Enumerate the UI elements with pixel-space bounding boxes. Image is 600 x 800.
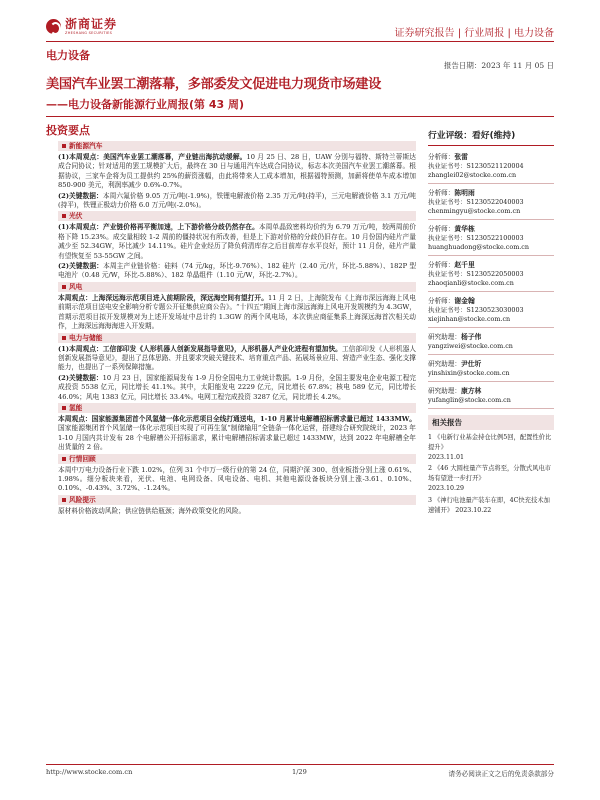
related-reports-head: 相关报告 — [428, 415, 554, 430]
square-bullet-icon — [62, 498, 66, 502]
assistant-card: 研究助理：杨子伟 yangziwei@stocke.com.cn — [428, 331, 554, 355]
section-head-grid: 电力与储能 — [58, 333, 416, 343]
market-paragraph-1: 本周中万电力设备行业下跌 1.02%，位列 31 个申万一级行业的第 24 位，同期沪深 300、创业板指分别上涨 0.61%、1.98%。细分板块来看，光伏、电池、电网设备、风电设备、电机、其他电源设备板块分别上涨-3.61、0.10%、0.10%、-0.43%、3.72%、-1.24%。 — [58, 465, 416, 493]
h2-paragraph-1: 本周观点：国家能源集团首个风氢储一体化示范项目全线打通送电，1-10 月累计电解槽招标需求量已超过 1433MW。国家能源集团首个风氢储一体化示范项目实现了可再生氢“制储输用”全链条一体化运营，搭建综合研究院统计，2023 年 1-10 月国内共计发布 28 个电解槽公开招标需求，累计电解槽招标需求量已超过 1433MW，达到 2022 年电解槽全年出货量的 2 倍。 — [58, 414, 416, 452]
assistant-card: 研究助理：尹仕圻 yinshixin@stocke.com.cn — [428, 358, 554, 382]
section-head-nev: 新能源汽车 — [58, 141, 416, 151]
industry-rating: 行业评级：看好(维持) — [428, 128, 554, 146]
main-content — [58, 140, 416, 517]
logo-cn: 浙商证券 — [65, 17, 118, 31]
grid-paragraph-2: (2)关键数据：10 月 23 日，国家能源局发布 1-9 月份全国电力工业统计数据。1-9 月份，全国主要发电企业电源工程完成投资 5538 亿元，同比增长 41.1%。其中，太阳能发电 2229 亿元，同比增长 67.8%；核电 589 亿元，同比增长 46.0%；风电 1383 亿元，同比增长 33.4%。电网工程完成投资 3287 亿元，同比增长 4.2%。 — [58, 373, 416, 401]
pv-paragraph-2: (2)关键数据：本周主产业链价格：硅料（74 元/kg，环比-9.76%）、182 硅片（2.40 元/片，环比-5.88%）、182P 型电池片（0.48 元/W，环比-5.88%）、182 单晶组件（1.10 元/W，环比-2.7%）。 — [58, 262, 417, 280]
nev-paragraph-2: (2)关键数据：本周六氟价格 9.05 万元/吨(-1.9%)，铁锂电解液价格 2.35 万元/吨(持平)，三元电解液价格 3.1 万元/吨(持平)，铁锂正极动力价格 6.0 万元/吨(-2.0%)。 — [58, 191, 416, 210]
square-bullet-icon — [62, 336, 66, 340]
related-report-item[interactable]: 3 《神行电池量产装车在即，4C快充技术加速铺开》 2023.10.22 — [428, 496, 550, 514]
square-bullet-icon — [62, 457, 66, 461]
nev-paragraph-1: (1)本周观点：美国汽车业罢工潮落幕，产业链出海抗动缓解。10 月 25 日、28 日，UAW 分别与福特、斯特兰蒂斯达成合同协议；针对适用的罢工规模扩大后，最终在 30 日与通用汽车达成合同协议，标志本次美国汽车业罢工潮落幕。根据协议，三家车企将为员工提供约 25%的薪资涨幅，由此将带来人工成本增加，根据福特预测，加薪将使单车成本增加 850-900 美元，利润率减少 0.6%-0.7%。 — [58, 153, 416, 190]
related-report-item[interactable]: 2 《46 大圆柱量产节点将至，分散式风电市场有望进一步打开》 2023.10.29 — [428, 465, 552, 492]
sidebar — [428, 128, 554, 517]
analyst-email[interactable]: huanghuadong@stocke.com.cn — [428, 243, 529, 251]
analyst-card: 分析师：谢金翰 执业证书号：S1230523030003 xiejinhan@stocke.com.cn — [428, 295, 554, 328]
analyst-email[interactable]: chenmingyu@stocke.com.cn — [428, 207, 521, 215]
square-bullet-icon — [62, 214, 66, 218]
company-logo — [46, 18, 117, 35]
footer-disclaimer: 请务必阅读正文之后的免责条款部分 — [448, 770, 554, 778]
analyst-card: 分析师：赵千里 执业证书号：S1230522050003 zhaoqianli@stocke.com.cn — [428, 259, 554, 292]
square-bullet-icon — [62, 285, 66, 289]
logo-mark-icon — [46, 19, 61, 34]
risk-paragraph-1: 原材料价格波动风险；供应链供给瓶颈；海外政策变化的风险。 — [58, 506, 246, 515]
assistant-card: 研究助理：康方林 yufanglin@stocke.com.cn — [428, 385, 554, 409]
analyst-email[interactable]: zhaoqianli@stocke.com.cn — [428, 279, 514, 287]
section-head-pv: 光伏 — [58, 211, 416, 221]
report-title: 美国汽车业罢工潮落幕，多部委发文促进电力现货市场建设 — [46, 77, 382, 92]
section-head-h2: 氢能 — [58, 403, 416, 413]
analyst-card: 分析师：陈明雨 执业证书号：S1230522040003 chenmingyu@stocke.com.cn — [428, 187, 554, 220]
assistant-email[interactable]: yufanglin@stocke.com.cn — [428, 396, 511, 404]
wind-paragraph-1: 本周观点：上海深远海示范项目进入前期阶段，深远海空间有望打开。11 月 2 日，上海院发布《上海市深远海海上风电前期示范项目送电安全影响分析专题公开征集供应商公告》。“十四五”期间上海市深远海海上风电开发规模约为 4.3GW，首期示范项目拟开发规模对为上述开发场址中总计约 1.3GW 的两个风电场，本次供应商征集系上海深远海首次相关动作，上海深远海海海进入开发期。 — [58, 293, 416, 331]
report-date: 报告日期：2023 年 11 月 05 日 — [443, 61, 554, 70]
related-report-item[interactable]: 1 《电新行业基金持仓比例5回，配置性价比提升》 2023.11.01 — [428, 434, 552, 461]
page-number: 1/29 — [292, 768, 307, 776]
section-head-wind: 风电 — [58, 282, 416, 292]
assistant-email[interactable]: yangziwei@stocke.com.cn — [428, 342, 513, 350]
footer-divider — [46, 764, 554, 765]
report-subtitle: ——电力设备新能源行业周报(第 43 周) — [46, 98, 245, 111]
footer-website[interactable]: http://www.stocke.com.cn — [46, 768, 133, 776]
logo-en: ZHESHANG SECURITIES — [65, 31, 113, 35]
related-reports-list — [428, 433, 554, 515]
square-bullet-icon — [62, 406, 66, 410]
assistant-email[interactable]: yinshixin@stocke.com.cn — [428, 369, 510, 377]
report-type-header: 证券研究报告 | 行业周报 | 电力设备 — [394, 28, 554, 39]
pv-paragraph-1: (1)本周观点：产业链价格再平衡加速，上下游价格分歧仍然存在。本周单晶致密料均价约为 6.79 万元/吨，较两周前价格下降 15.23%。成交量相较 1-2 周前的僵持状况有所改善，但是上下游对价格的分歧仍旧存在。10 月份国内硅片产量减少至 52.34GW，环比减少 14.11%。硅片企业经历了降负荷清库存之后目前库存水平良好，预计 11 月份，硅片产量有望恢复至 53-55GW 之间。 — [58, 223, 416, 260]
analyst-email[interactable]: xiejinhan@stocke.com.cn — [428, 315, 511, 323]
sector-label: 电力设备 — [46, 49, 90, 62]
square-bullet-icon — [62, 144, 66, 148]
section-head-risk: 风险提示 — [58, 495, 416, 505]
section-head-market: 行情回顾 — [58, 454, 416, 464]
analyst-email[interactable]: zhanglei02@stocke.com.cn — [428, 171, 517, 179]
header-divider — [46, 41, 554, 42]
analyst-card: 分析师：张雷 执业证书号：S1230521120004 zhanglei02@stocke.com.cn — [428, 151, 554, 184]
grid-paragraph-1: (1)本周观点：工信部印发《人形机器人创新发展指导意见》，人形机器人产业化进程有望加快。工信部印发《人形机器人创新发展指导意见》，提出了总体思路、并且要求突破关键技术、培育重点产品、拓展场景应用、营造产业生态、强化支撑能力，也提出了一系列保障措施。 — [58, 344, 417, 372]
investment-points-title: 投资要点 — [46, 124, 90, 137]
analyst-card: 分析师：黄华栋 执业证书号：S1230522100003 huanghuadong@stocke.com.cn — [428, 223, 554, 256]
title-divider — [46, 116, 554, 117]
